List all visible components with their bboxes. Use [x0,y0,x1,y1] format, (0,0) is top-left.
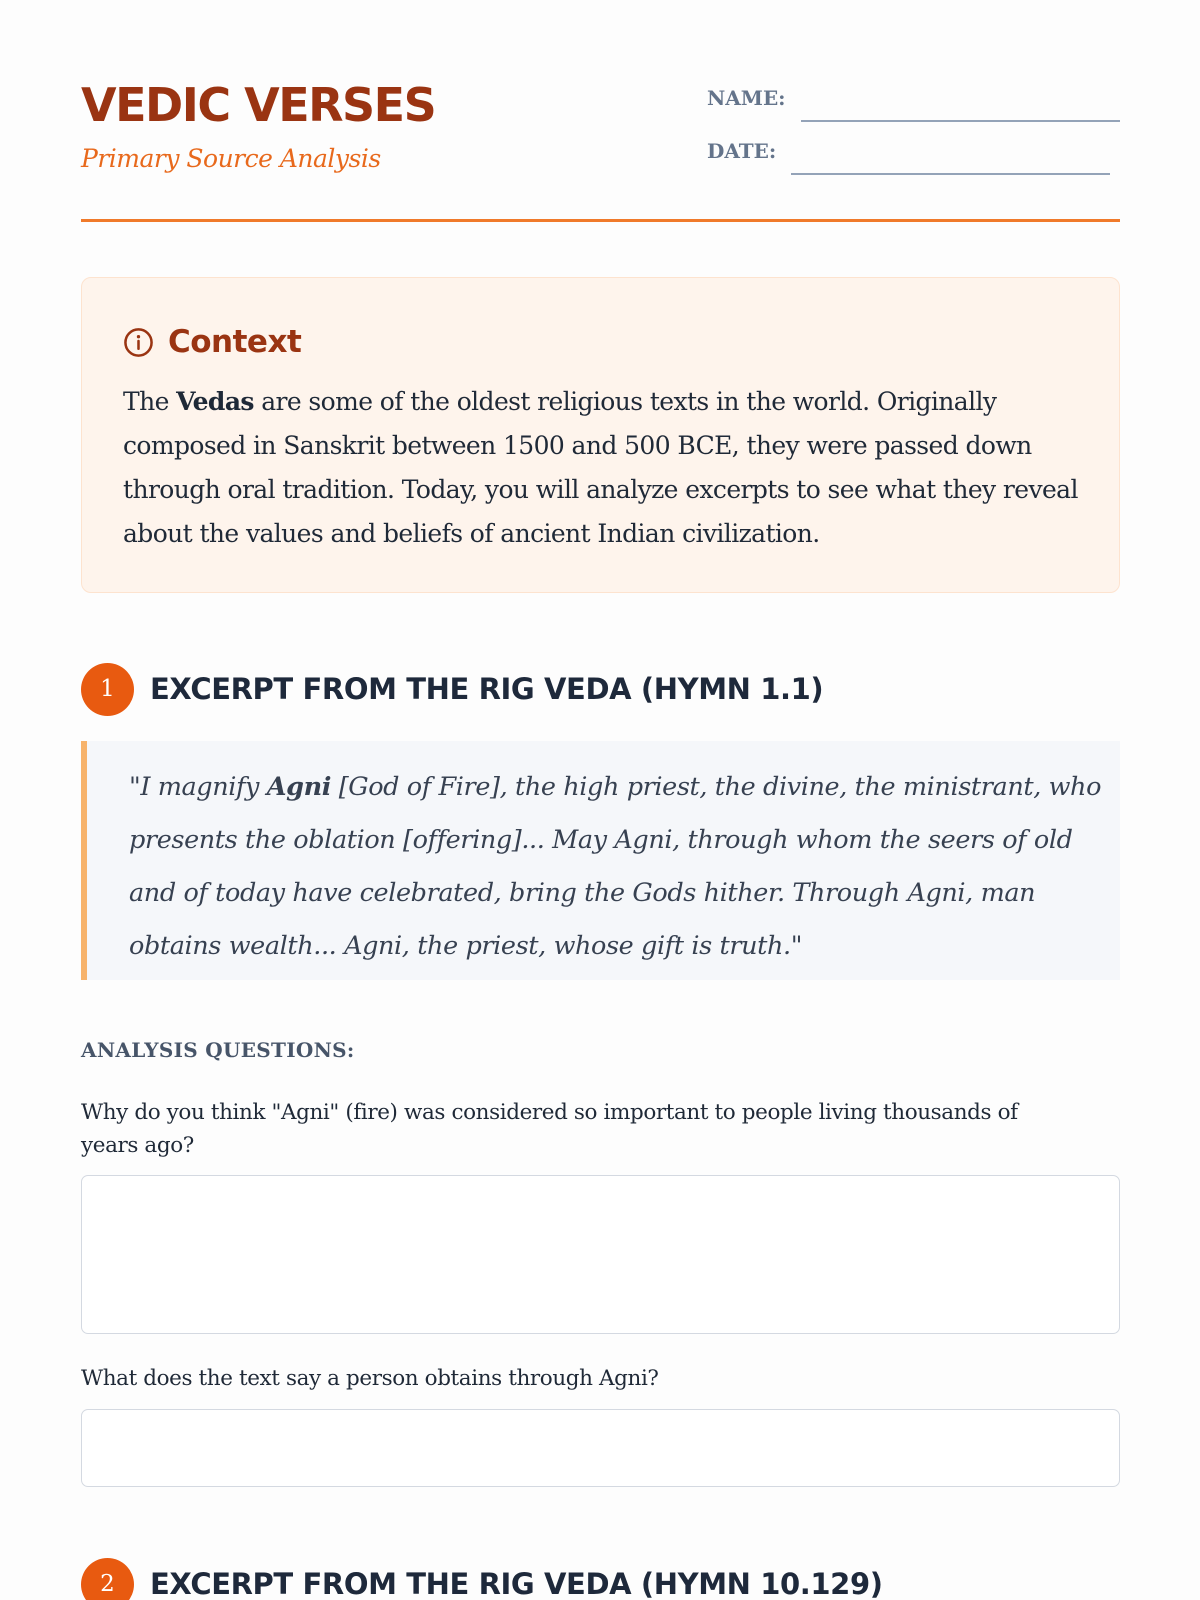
context-title: Context [168,324,302,360]
quote-text [129,761,1110,973]
student-fields [707,86,1120,192]
section-title: EXCERPT FROM THE RIG VEDA (HYMN 1.1) [150,672,824,706]
worksheet-header [81,80,1120,222]
section-1-heading [81,662,823,716]
context-text-rest: are some of the oldest religious texts in the world. Originally composed in Sanskrit between 1500 and 500 BCE, they were passed down through oral tradition. Today, you will analyze excerpts to see what they reveal about the values and beliefs of ancient Indian civilization. [123,387,1078,548]
name-label: NAME: [707,86,786,110]
name-input-line[interactable] [801,120,1120,122]
context-heading [123,322,1079,362]
date-field [707,139,1120,192]
section-number-badge: 2 [81,1558,134,1600]
quote-text-rest: [God of Fire], the high priest, the divine, the ministrant, who presents the oblation [offering]... May Agni, through whom the seers of old and of today have celebrated, bring the Gods hither. Through Agni, man obtains wealth... Agni, the priest, whose gift is truth." [129,772,1102,961]
quote-text-start: "I magnify [129,772,267,802]
context-text-bold: Vedas [176,387,254,416]
page-subtitle: Primary Source Analysis [81,144,381,173]
info-circle-icon [123,327,154,358]
date-input-line[interactable] [791,173,1110,175]
question-2: What does the text say a person obtains through Agni? [81,1366,659,1391]
answer-box-1[interactable] [81,1175,1120,1334]
question-1: Why do you think "Agni" (fire) was considered so important to people living thousands of years ago? [81,1100,1018,1158]
context-box [81,277,1120,593]
analysis-questions-label: ANALYSIS QUESTIONS: [81,1038,355,1062]
quote-text-bold: Agni [266,772,331,802]
date-label: DATE: [707,139,777,163]
answer-box-2[interactable] [81,1409,1120,1487]
name-field [707,86,1120,139]
context-paragraph [123,380,1079,556]
page-title: VEDIC VERSES [81,78,436,132]
section-title: EXCERPT FROM THE RIG VEDA (HYMN 10.129) [150,1567,883,1600]
context-text-start: The [123,387,177,416]
section-number-badge: 1 [81,663,134,716]
excerpt-quote [81,741,1120,980]
section-2-heading [81,1557,883,1600]
